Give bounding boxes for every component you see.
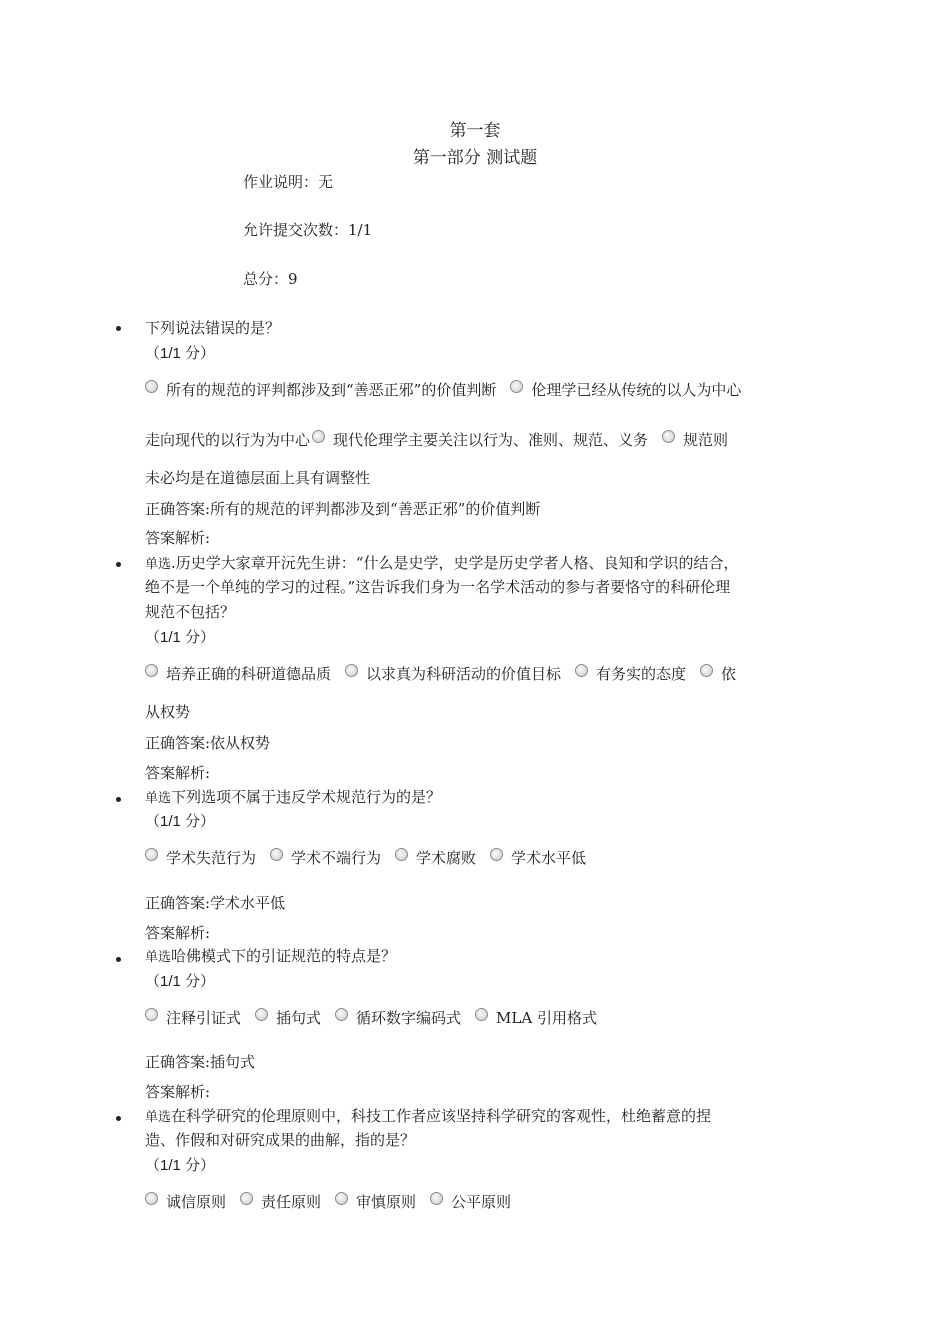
question-5-text-line-1: 单选在科学研究的伦理原则中，科技工作者应该坚持科学研究的客观性，杜绝蓄意的捏 [145, 1107, 712, 1125]
question-4-options [145, 1007, 597, 1028]
option-label: 责任原则 [261, 1193, 322, 1211]
option-label: 走向现代的以行为为中心 [145, 431, 311, 449]
bullet-icon [116, 957, 121, 962]
radio-button[interactable] [145, 1192, 158, 1205]
question-1-options-row-1 [145, 379, 741, 400]
question-2-correct-answer: 正确答案:依从权势 [145, 734, 271, 752]
radio-button[interactable] [662, 430, 675, 443]
question-2-analysis: 答案解析: [145, 764, 211, 782]
page-title: 第一套 [449, 121, 501, 141]
question-3-analysis: 答案解析: [145, 924, 211, 942]
question-5-score: （1/1 分） [145, 1157, 216, 1174]
question-5-text-line-2: 造、作假和对研究成果的曲解，指的是？ [145, 1131, 416, 1149]
option-label: 循环数字编码式 [356, 1009, 462, 1027]
radio-button[interactable] [312, 430, 325, 443]
radio-button[interactable] [145, 664, 158, 677]
option-label: 伦理学已经从传统的以人为中心 [531, 381, 742, 399]
question-2-text-line-3: 规范不包括？ [145, 603, 236, 621]
option-label: 注释引证式 [166, 1009, 242, 1027]
page-subtitle: 第一部分 测试题 [412, 148, 538, 168]
question-1-score: （1/1 分） [145, 345, 216, 362]
question-1-options-row-3: 未必均是在道德层面上具有调整性 [145, 469, 371, 487]
question-3-score: （1/1 分） [145, 813, 216, 830]
option-label: 所有的规范的评判都涉及到“善恶正邪”的价值判断 [166, 381, 497, 399]
question-type: 单选 [145, 791, 172, 806]
option-label: 学术水平低 [511, 849, 587, 867]
radio-button[interactable] [145, 380, 158, 393]
radio-button[interactable] [345, 664, 358, 677]
question-2-options-row-2: 从权势 [145, 703, 191, 721]
question-2-text-line-2: 绝不是一个单纯的学习的过程。”这告诉我们身为一名学术活动的参与者要恪守的科研伦理 [145, 578, 731, 596]
question-2-options-row-1 [145, 663, 736, 684]
option-label: 公平原则 [451, 1193, 512, 1211]
option-label: 依 [721, 665, 737, 683]
radio-button[interactable] [145, 1008, 158, 1021]
question-2-text-line-1: 单选.历史学大家章开沅先生讲：“什么是史学，史学是历史学者人格、良知和学识的结合， [145, 554, 739, 572]
bullet-icon [116, 326, 121, 331]
question-1-text: 下列说法错误的是？ [145, 319, 281, 337]
question-1-options-row-2 [145, 429, 728, 450]
question-2-score: （1/1 分） [145, 629, 216, 646]
bullet-icon [116, 562, 121, 567]
bullet-icon [116, 1116, 121, 1121]
option-label: 以求真为科研活动的价值目标 [366, 665, 562, 683]
radio-button[interactable] [145, 848, 158, 861]
option-label: 规范则 [683, 431, 729, 449]
radio-button[interactable] [255, 1008, 268, 1021]
question-4-score: （1/1 分） [145, 973, 216, 990]
question-3-correct-answer: 正确答案:学术水平低 [145, 894, 286, 912]
option-label: 现代伦理学主要关注以行为、准则、规范、义务 [333, 431, 649, 449]
radio-button[interactable] [575, 664, 588, 677]
radio-button[interactable] [475, 1008, 488, 1021]
question-1-analysis: 答案解析: [145, 529, 211, 547]
radio-button[interactable] [395, 848, 408, 861]
question-type: 单选 [145, 557, 172, 572]
radio-button[interactable] [700, 664, 713, 677]
question-1-correct-answer: 正确答案:所有的规范的评判都涉及到“善恶正邪”的价值判断 [145, 500, 541, 518]
question-4-correct-answer: 正确答案:插句式 [145, 1053, 256, 1071]
radio-button[interactable] [430, 1192, 443, 1205]
allowed-attempts: 允许提交次数：1/1 [243, 221, 373, 239]
question-4-analysis: 答案解析: [145, 1083, 211, 1101]
question-type: 单选 [145, 1110, 172, 1125]
option-label: 学术失范行为 [166, 849, 257, 867]
option-label: 诚信原则 [166, 1193, 227, 1211]
radio-button[interactable] [510, 380, 523, 393]
option-label: 学术不端行为 [291, 849, 382, 867]
question-3-text: 单选下列选项不属于违反学术规范行为的是？ [145, 788, 442, 806]
assignment-instructions: 作业说明：无 [243, 173, 334, 191]
radio-button[interactable] [490, 848, 503, 861]
option-label: 学术腐败 [416, 849, 477, 867]
question-5-options [145, 1191, 511, 1212]
question-4-text: 单选哈佛模式下的引证规范的特点是？ [145, 947, 397, 965]
option-label: 有务实的态度 [596, 665, 687, 683]
radio-button[interactable] [335, 1008, 348, 1021]
option-label: MLA 引用格式 [496, 1009, 597, 1027]
bullet-icon [116, 797, 121, 802]
question-type: 单选 [145, 950, 172, 965]
total-score: 总分：9 [243, 270, 298, 288]
option-label: 培养正确的科研道德品质 [166, 665, 332, 683]
question-3-options [145, 847, 586, 868]
radio-button[interactable] [335, 1192, 348, 1205]
option-label: 插句式 [276, 1009, 322, 1027]
radio-button[interactable] [240, 1192, 253, 1205]
radio-button[interactable] [270, 848, 283, 861]
option-label: 审慎原则 [356, 1193, 417, 1211]
